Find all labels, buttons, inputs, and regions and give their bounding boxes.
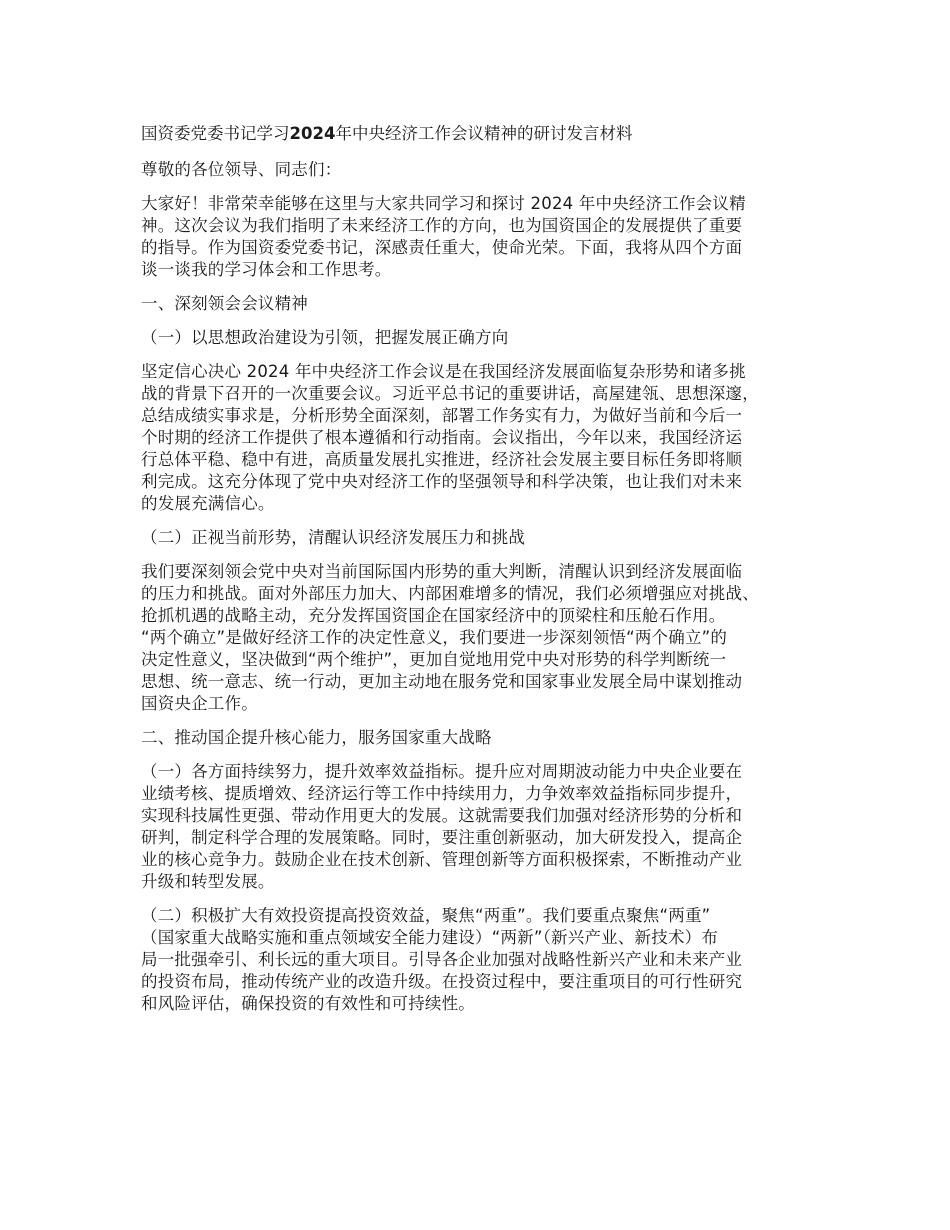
text-line: 的压力和挑战。面对外部压力加大、内部困难增多的情况，我们必须增强应对挑战、 [141, 584, 759, 603]
text-line: 决定性意义，坚决做到“两个维护”，更加自觉地用党中央对形势的科学判断统一 [141, 650, 727, 669]
text-line: 业的核心竞争力。鼓励企业在技术创新、管理创新等方面积极探索，不断推动产业 [141, 850, 743, 869]
text-line: （二）积极扩大有效投资提高投资效益，聚焦“两重”。我们要重点聚焦“两重” [141, 906, 711, 925]
subsection-2-1-body [141, 761, 831, 893]
section-2-heading [141, 727, 831, 749]
text-line: 和风险评估，确保投资的有效性和可持续性。 [141, 994, 475, 1013]
text-line: “两个确立”是做好经济工作的决定性意义，我们要进一步深刻领悟“两个确立”的 [141, 628, 728, 647]
title-part-1: 国资委党委书记学习 [141, 124, 290, 143]
text-line: 二、推动国企提升核心能力，服务国家重大战略 [141, 728, 492, 747]
salutation [141, 159, 831, 181]
document-body [141, 159, 831, 1015]
document-title [141, 123, 831, 145]
text-line: 一、深刻领会会议精神 [141, 294, 308, 313]
subsection-2-2-body [141, 905, 831, 1015]
text-line: 个时期的经济工作提供了根本遵循和行动指南。会议指出，今年以来，我国经济运 [141, 428, 743, 447]
text-line: 战的背景下召开的一次重要会议。习近平总书记的重要讲话，高屋建瓴、思想深邃， [141, 384, 759, 403]
subsection-1-1-body [141, 361, 831, 515]
text-line: 坚定信心决心 2024 年中央经济工作会议是在我国经济发展面临复杂形势和诸多挑 [141, 362, 746, 381]
text-line: 思想、统一意志、统一行动，更加主动地在服务党和国家事业发展全局中谋划推动 [141, 672, 743, 691]
text-line: （二）正视当前形势，清醒认识经济发展压力和挑战 [141, 528, 526, 547]
text-line: 总结成绩实事求是，分析形势全面深刻，部署工作务实有力，为做好当前和今后一 [141, 406, 743, 425]
text-line: 的指导。作为国资委党委书记，深感责任重大，使命光荣。下面，我将从四个方面 [141, 238, 743, 257]
text-line: （国家重大战略实施和重点领域安全能力建设）“两新”（新兴产业、新技术）布 [141, 928, 719, 947]
text-line: 的发展充满信心。 [141, 494, 275, 513]
subsection-1-2-heading [141, 527, 831, 549]
text-line: 神。这次会议为我们指明了未来经济工作的方向，也为国资国企的发展提供了重要 [141, 216, 743, 235]
section-1-heading [141, 293, 831, 315]
text-line: 的投资布局，推动传统产业的改造升级。在投资过程中，要注重项目的可行性研究 [141, 972, 743, 991]
subsection-1-1-heading [141, 327, 831, 349]
intro [141, 193, 831, 281]
text-line: 研判，制定科学合理的发展策略。同时，要注重创新驱动，加大研发投入，提高企 [141, 828, 743, 847]
text-line: 局一批强牵引、利长远的重大项目。引导各企业加强对战略性新兴产业和未来产业 [141, 950, 743, 969]
text-line: 尊敬的各位领导、同志们： [141, 160, 342, 179]
text-line: （一）各方面持续努力，提升效率效益指标。提升应对周期波动能力中央企业要在 [141, 762, 743, 781]
text-line: 实现科技属性更强、带动作用更大的发展。这就需要我们加强对经济形势的分析和 [141, 806, 743, 825]
text-line: 我们要深刻领会党中央对当前国际国内形势的重大判断，清醒认识到经济发展面临 [141, 562, 743, 581]
text-line: 利完成。这充分体现了党中央对经济工作的坚强领导和科学决策，也让我们对未来 [141, 472, 743, 491]
text-line: 国资央企工作。 [141, 694, 258, 713]
subsection-1-2-body [141, 561, 831, 715]
title-part-2: 年中央经济工作会议精神的研讨发言材料 [335, 124, 633, 143]
text-line: （一）以思想政治建设为引领，把握发展正确方向 [141, 328, 509, 347]
text-line: 大家好！非常荣幸能够在这里与大家共同学习和探讨 2024 年中央经济工作会议精 [141, 194, 746, 213]
text-line: 升级和转型发展。 [141, 872, 275, 891]
text-line: 谈一谈我的学习体会和工作思考。 [141, 260, 392, 279]
title-year: 2024 [289, 124, 336, 143]
text-line: 行总体平稳、稳中有进，高质量发展扎实推进，经济社会发展主要目标任务即将顺 [141, 450, 743, 469]
text-line: 业绩考核、提质增效、经济运行等工作中持续用力，力争效率效益指标同步提升， [141, 784, 743, 803]
document-content [141, 123, 831, 1027]
text-line: 抢抓机遇的战略主动，充分发挥国资国企在国家经济中的顶梁柱和压舱石作用。 [141, 606, 726, 625]
